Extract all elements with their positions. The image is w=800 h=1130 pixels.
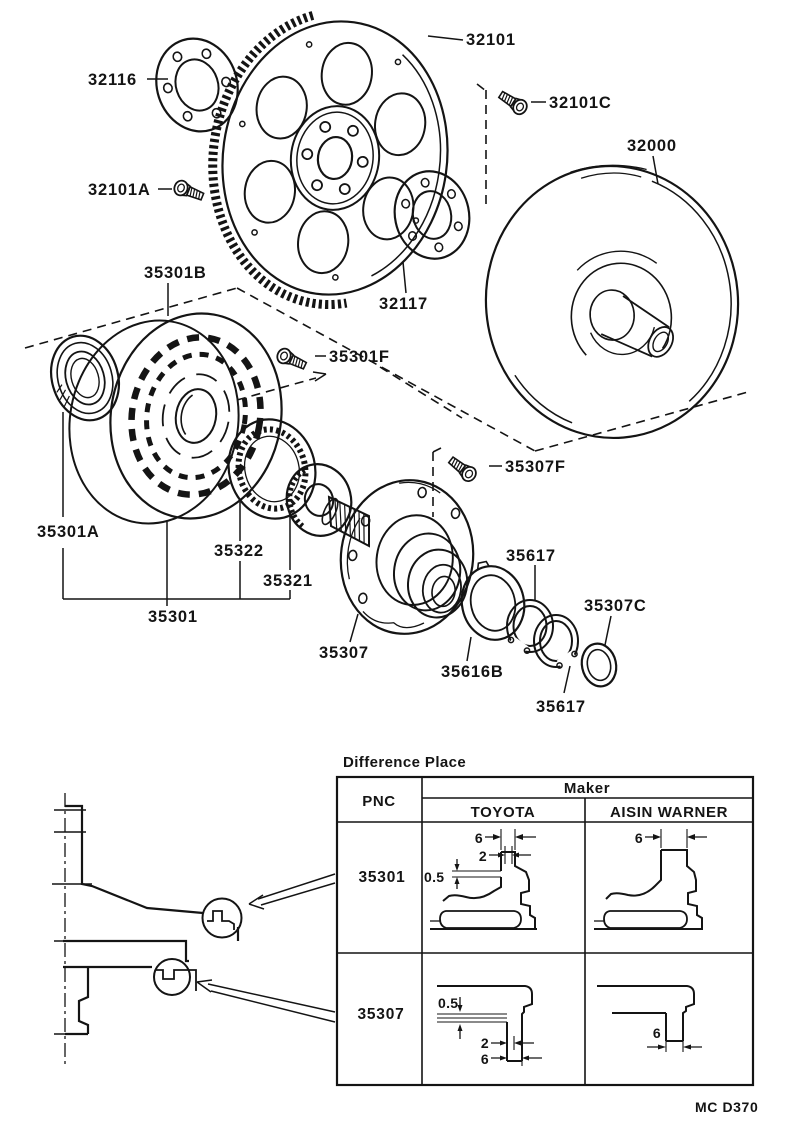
drive-plate-32101-drawing — [194, 4, 465, 319]
dim-0-5: 0.5 — [438, 995, 459, 1011]
dim-6: 6 — [480, 1051, 489, 1067]
reference-arrow-lower — [197, 980, 335, 1022]
part-label-35301B: 35301B — [144, 264, 207, 282]
table-title: Difference Place — [343, 754, 467, 771]
part-label-32116: 32116 — [88, 71, 137, 89]
col-header-maker: Maker — [563, 780, 611, 797]
hub-bolt-holes — [298, 119, 373, 196]
cover-hub-tube — [369, 510, 475, 621]
dims-35307-aisin — [647, 1025, 702, 1052]
torque-converter-32000-drawing — [475, 155, 750, 449]
part-label-35617-top: 35617 — [506, 547, 556, 565]
dims-35301-toyota — [424, 829, 536, 889]
centerline-ticks — [52, 810, 92, 1034]
col-header-toyota: TOYOTA — [470, 804, 536, 821]
part-label-35301F: 35301F — [329, 348, 390, 366]
part-label-35301A: 35301A — [37, 523, 100, 541]
profile-35307-aisin — [597, 986, 702, 1052]
bolt-35301F-icon — [275, 346, 308, 372]
bolt-32101C-icon — [497, 88, 530, 117]
part-label-32117: 32117 — [379, 295, 428, 313]
leader-lines — [147, 36, 658, 693]
part-label-35616B: 35616B — [441, 663, 504, 681]
lightening-holes — [235, 31, 435, 284]
part-label-35617-bottom: 35617 — [536, 698, 586, 716]
profile-35301-toyota — [424, 829, 537, 929]
part-label-35322: 35322 — [214, 542, 264, 560]
assembly-direction-arrowhead — [313, 372, 326, 381]
row-pnc-35301: 35301 — [358, 869, 406, 886]
part-label-32000: 32000 — [627, 137, 677, 155]
row-pnc-35307: 35307 — [357, 1006, 405, 1023]
page-code: MC D370 — [695, 1099, 759, 1115]
dims-35301-aisin — [635, 829, 707, 848]
difference-table — [337, 754, 753, 1085]
dim-2: 2 — [480, 1035, 489, 1051]
part-label-32101: 32101 — [466, 31, 516, 49]
snap-ring-35617-top-drawing — [507, 600, 553, 656]
dim-6: 6 — [652, 1025, 661, 1041]
spacer-plate-32116-drawing — [144, 28, 249, 142]
part-label-35321: 35321 — [263, 572, 313, 590]
dim-2: 2 — [478, 848, 487, 864]
part-label-35307C: 35307C — [584, 597, 647, 615]
col-header-aisin-warner: AISIN WARNER — [609, 804, 729, 821]
ring-35307C-drawing — [578, 640, 620, 689]
dim-0-5: 0.5 — [424, 869, 445, 885]
part-label-32101A: 32101A — [88, 181, 151, 199]
profile-35301-aisin — [594, 829, 707, 929]
rim-rivets — [220, 34, 441, 290]
part-label-35307: 35307 — [319, 644, 369, 662]
pump-cover-35307-drawing — [331, 472, 483, 643]
reference-arrow-upper — [249, 874, 335, 909]
col-header-pnc: PNC — [362, 793, 396, 810]
oil-pump-body-35301-drawing — [54, 300, 298, 537]
oil-seal-35301A-drawing — [41, 328, 128, 429]
part-label-32101C: 32101C — [549, 94, 612, 112]
gear-teeth — [283, 470, 319, 528]
part-label-35301: 35301 — [148, 608, 198, 626]
profile-35307-toyota — [437, 986, 542, 1067]
dim-6: 6 — [474, 830, 483, 846]
bolt-35307F-icon — [446, 454, 478, 484]
snap-ring-35617-bottom-drawing — [534, 615, 578, 671]
part-label-35307F: 35307F — [505, 458, 566, 476]
table-grid-lines — [337, 777, 753, 1085]
case-section-drawing — [52, 793, 335, 1064]
detail-circle-35307 — [154, 959, 190, 995]
dim-6: 6 — [634, 830, 643, 846]
bolt-32101A-icon — [172, 179, 205, 204]
